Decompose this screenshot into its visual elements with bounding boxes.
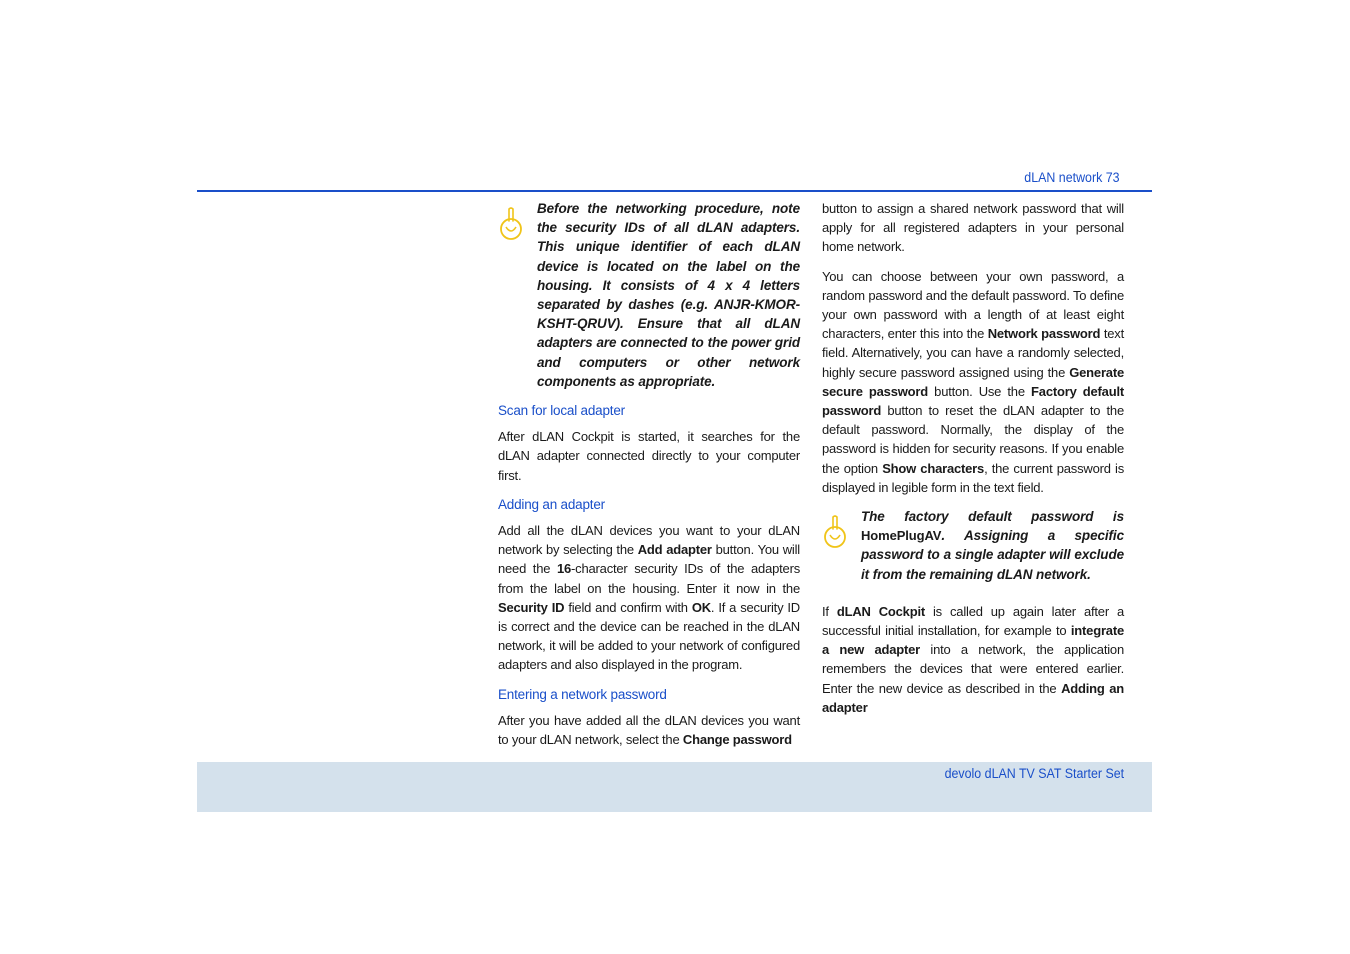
term-network-password: Network password: [987, 326, 1101, 342]
heading-adding-adapter: Adding an adapter: [498, 496, 605, 512]
term-integrate-new-adapter: integrate a new adapter: [822, 623, 1124, 658]
term-security-id: Security ID: [498, 599, 565, 615]
note-security-ids: [498, 199, 800, 391]
paragraph-assign-password: button to assign a shared network password that will apply for all registered adapters in your personal home network.: [822, 201, 1124, 255]
paragraph-password-options: You can choose between your own password, a random password and the default password. To define your own password with a length of at least eight characters, enter this into the Network password text field. Alternatively, you can have a randomly selected, highly secure password assigned using the Generate secure password button. Use the Factory default password button to reset the dLAN adapter to the default password. Normally, the display of the password is hidden for security reasons. If you enable the option Show characters, the current password is displayed in legible form in the text field.: [822, 268, 1125, 495]
term-16: 16: [556, 561, 572, 577]
footer-product-name: devolo dLAN TV SAT Starter Set: [944, 766, 1124, 781]
note-text: The factory default password is HomePlugAV. Assigning a specific password to a single adapter will exclude it from the remaining dLAN network.: [861, 509, 1124, 582]
term-factory-default-password: Factory default password: [822, 383, 1124, 419]
paragraph-scan: After dLAN Cockpit is started, it searches for the dLAN adapter connected directly to your computer first.: [498, 429, 800, 483]
right-column: [822, 199, 1124, 727]
info-hand-icon: [822, 515, 848, 549]
heading-scan-local-adapter: Scan for local adapter: [498, 403, 625, 419]
term-add-adapter: Add adapter: [637, 542, 712, 558]
term-change-password: Change password: [682, 732, 792, 748]
paragraph-adding-adapter: Add all the dLAN devices you want to your dLAN network by selecting the Add adapter button. You will need the 16-character security IDs of the adapters from the label on the housing. Enter it now in the Security ID field and confirm with OK. If a security ID is correct and the device can be reached in the dLAN network, it will be added to your network of configured adapters and also displayed in the program.: [498, 523, 801, 673]
header-page-number: dLAN network 73: [1024, 170, 1120, 185]
term-show-characters: Show characters: [882, 460, 985, 476]
term-dlan-cockpit: dLAN Cockpit: [836, 603, 925, 619]
term-ok: OK: [691, 599, 711, 615]
left-column: [498, 199, 800, 759]
note-default-password: [822, 507, 1124, 584]
heading-network-password: Entering a network password: [498, 686, 667, 702]
footer-band: [197, 762, 1152, 812]
paragraph-dlan-cockpit-again: If dLAN Cockpit is called up again later after a successful initial installation, for example to integrate a new adapter into a network, the application remembers the devices that were entered earlier. Enter the new device as described in the Adding an adapter: [822, 603, 1124, 715]
paragraph-network-password: After you have added all the dLAN devices you want to your dLAN network, select the Change password: [498, 712, 800, 748]
note-text: Before the networking procedure, note the security IDs of all dLAN adapters. This unique identifier of each dLAN device is located on the label on the housing. It consists of 4 x 4 letters separated by dashes (e.g. ANJR-KMOR-KSHT-QRUV). Ensure that all dLAN adapters are connected to the power grid and computers or other network components as appropriate.: [537, 201, 800, 389]
term-homeplugav: HomePlugAV: [861, 528, 942, 544]
page-header: [197, 170, 1152, 192]
term-adding-an-adapter: Adding an adapter: [822, 680, 1124, 715]
info-hand-icon: [498, 207, 524, 241]
term-generate-secure-password: Generate secure password: [822, 364, 1124, 399]
